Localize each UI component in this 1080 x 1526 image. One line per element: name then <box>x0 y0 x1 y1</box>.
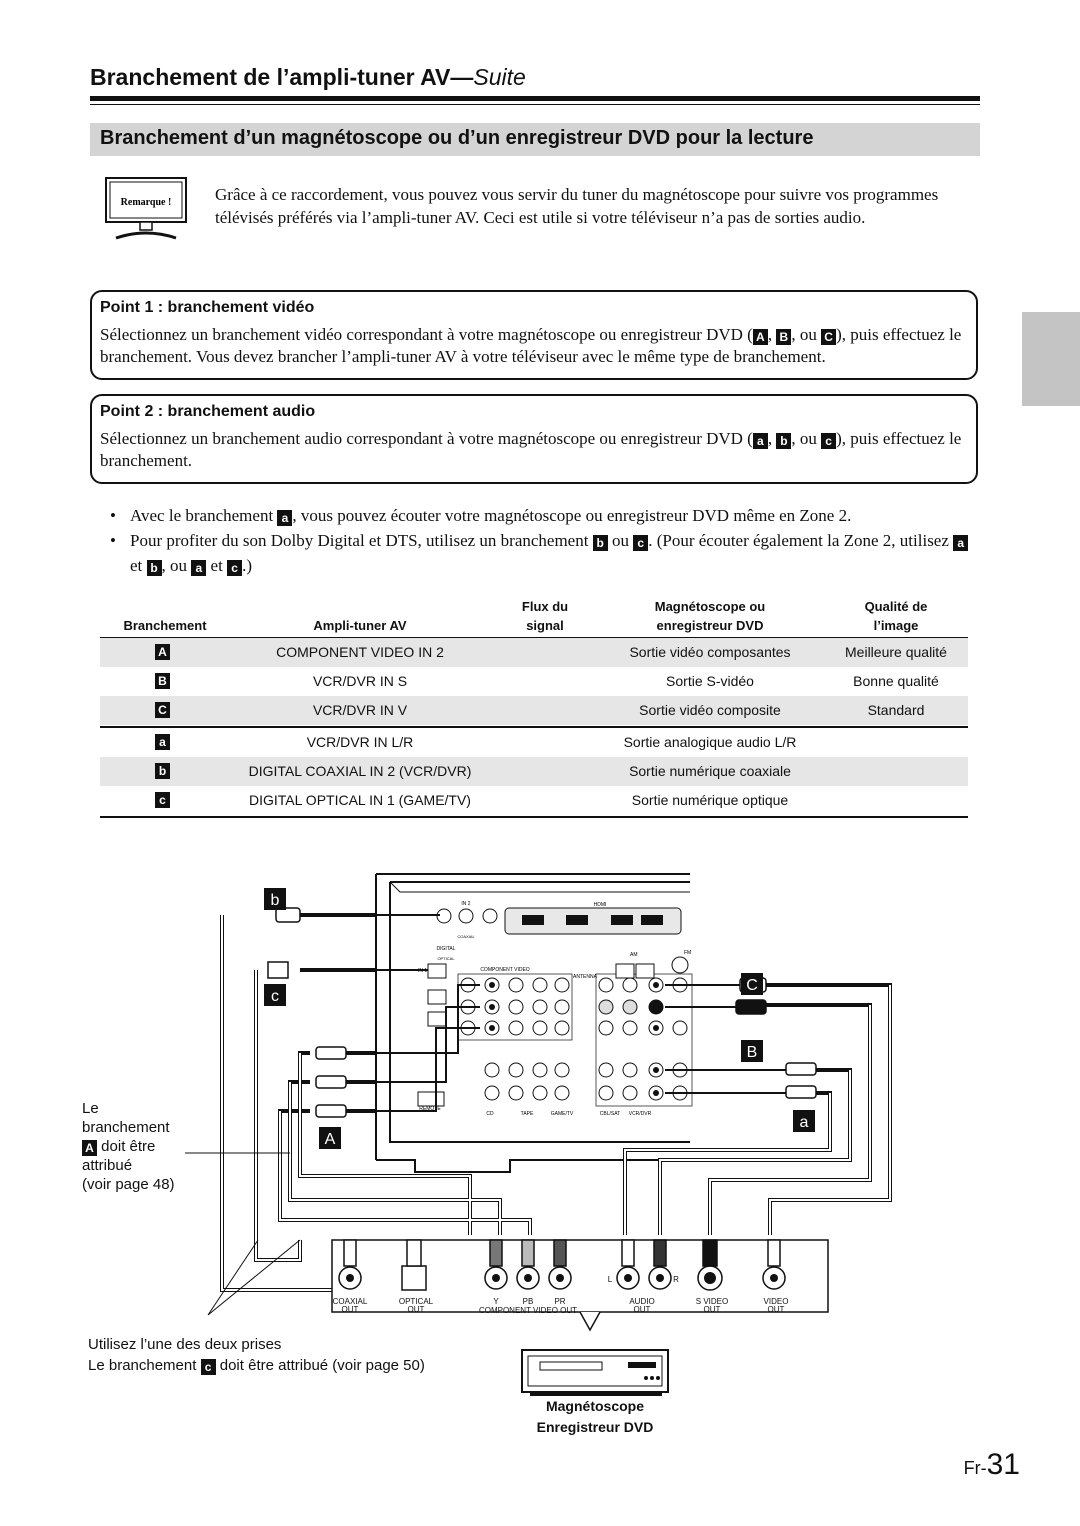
svg-text:PR: PR <box>554 1297 566 1306</box>
point2-title: Point 2 : branchement audio <box>100 403 316 420</box>
col-header-branchement: Branchement <box>123 618 207 633</box>
svg-text:Remarque !: Remarque ! <box>120 197 172 208</box>
svg-text:AM: AM <box>630 952 638 958</box>
note-text: Grâce à ce raccordement, vous pouvez vous servir du tuner du magnétoscope pour suivre vos programmes télévisés préférés via l’ampli-tuner AV. Ceci est utile si votre téléviseur n’a pas de sorties audio. <box>215 185 939 227</box>
table-row: c DIGITAL OPTICAL IN 1 (GAME/TV) Sortie numérique optique <box>100 786 968 815</box>
table-row: C VCR/DVR IN V Sortie vidéo composite Standard <box>100 696 968 725</box>
table-row: A COMPONENT VIDEO IN 2 Sortie vidéo composantes Meilleure qualité <box>100 638 968 667</box>
col-header-qualite1: Qualité de <box>864 599 928 614</box>
table-row: B VCR/DVR IN S Sortie S-vidéo Bonne qualité <box>100 667 968 696</box>
svg-text:ANTENNA: ANTENNA <box>573 974 597 980</box>
page-title: Branchement de l’ampli-tuner AV—Suite <box>90 64 526 90</box>
cable-ends-right <box>665 985 790 1093</box>
svg-text:S VIDEO: S VIDEO <box>695 1297 729 1306</box>
point1-box <box>90 290 978 380</box>
svg-text:C: C <box>746 977 758 994</box>
point1-title: Point 1 : branchement vidéo <box>100 299 315 316</box>
vcr-rear-panel <box>332 1240 828 1330</box>
svg-text:L: L <box>607 1275 613 1284</box>
col-header-qualite2: l’image <box>873 618 919 633</box>
svg-text:COMPONENT VIDEO: COMPONENT VIDEO <box>480 967 530 973</box>
note-component-assignment: Le branchement A doit être attribué (voir page 48) <box>82 1100 175 1193</box>
svg-text:COAXIAL: COAXIAL <box>332 1297 368 1306</box>
svg-text:c: c <box>271 988 279 1005</box>
svg-text:OPTICAL: OPTICAL <box>398 1297 434 1306</box>
table-rule-bottom <box>100 816 968 818</box>
chapter-tab-marker <box>1022 312 1080 406</box>
note-optical-assignment: Le branchement c doit être attribué (voir page 50) <box>88 1357 425 1374</box>
svg-text:OUT: OUT <box>703 1305 721 1314</box>
vcr-device-icon <box>522 1350 668 1396</box>
device-caption: Magnétoscope Enregistreur DVD <box>536 1398 654 1435</box>
svg-text:PB: PB <box>522 1297 534 1306</box>
svg-text:COAXIAL: COAXIAL <box>457 934 475 939</box>
svg-text:R: R <box>673 1275 679 1284</box>
svg-text:GAME/TV: GAME/TV <box>550 1111 574 1117</box>
svg-text:TAPE: TAPE <box>520 1111 534 1117</box>
svg-text:OUT: OUT <box>633 1305 651 1314</box>
svg-text:VCR/DVR: VCR/DVR <box>628 1111 652 1117</box>
bullet-item: • Pour profiter du son Dolby Digital et DTS, utilisez un branchement b ou c . (Pour écouter également la Zone 2, utilisez a et b , ou a et c .) <box>110 528 970 578</box>
table-row: b DIGITAL COAXIAL IN 2 (VCR/DVR) Sortie numérique coaxiale <box>100 757 968 786</box>
col-header-flux2: signal <box>526 618 564 633</box>
bullet-list <box>110 503 970 578</box>
svg-text:OUT: OUT <box>407 1305 425 1314</box>
svg-text:b: b <box>270 892 280 909</box>
col-header-ampli: Ampli-tuner AV <box>313 618 407 633</box>
point1-text: Sélectionnez un branchement vidéo correspondant à votre magnétoscope ou enregistreur DVD ( A , B , ou C ), puis effectuez le branchement. Vous devez brancher l’ampli-tuner AV à votre téléviseur avec le même type de branchement. <box>100 325 962 366</box>
svg-text:OUT: OUT <box>767 1305 785 1314</box>
svg-text:AUDIO: AUDIO <box>629 1297 655 1306</box>
bullet-item: • Avec le branchement a , vous pouvez écouter votre magnétoscope ou enregistreur DVD même en Zone 2. <box>110 503 970 528</box>
col-header-magneto1: Magnétoscope ou <box>654 599 766 614</box>
receiver-top-edge <box>390 882 690 892</box>
svg-text:FM: FM <box>684 950 692 956</box>
svg-text:HDMI: HDMI <box>593 902 607 908</box>
receiver-rear-panel <box>418 901 692 1117</box>
svg-text:IN 1: IN 1 <box>418 968 428 974</box>
svg-text:VIDEO: VIDEO <box>763 1297 789 1306</box>
header-rule-thick <box>90 96 980 101</box>
svg-text:Y: Y <box>493 1297 499 1306</box>
remarque-icon <box>104 176 190 242</box>
point2-box <box>90 394 978 484</box>
svg-text:B: B <box>746 1044 758 1061</box>
svg-text:A: A <box>324 1131 336 1148</box>
point2-text: Sélectionnez un branchement audio correspondant à votre magnétoscope ou enregistreur DVD ( a , b , ou c ), puis effectuez le branchement. <box>100 429 962 470</box>
table-row: a VCR/DVR IN L/R Sortie analogique audio L/R <box>100 728 968 757</box>
cables-component <box>345 1053 376 1111</box>
svg-text:a: a <box>799 1114 809 1131</box>
svg-text:COMPONENT VIDEO OUT: COMPONENT VIDEO OUT <box>478 1306 578 1315</box>
svg-text:OUT: OUT <box>341 1305 359 1314</box>
svg-text:OPTICAL: OPTICAL <box>437 956 455 961</box>
section-heading: Branchement d’un magnétoscope ou d’un enregistreur DVD pour la lecture <box>90 123 980 156</box>
svg-text:CD: CD <box>486 1111 494 1117</box>
col-header-flux1: Flux du <box>521 599 569 614</box>
note-use-one-jack: Utilisez l’une des deux prises <box>88 1336 282 1353</box>
svg-text:IN 2: IN 2 <box>461 901 471 907</box>
svg-text:DIGITAL: DIGITAL <box>436 946 456 952</box>
col-header-magneto2: enregistreur DVD <box>656 618 764 633</box>
svg-text:CBL/SAT: CBL/SAT <box>599 1111 621 1117</box>
header-rule-thin <box>90 104 980 105</box>
svg-text:REMOTE: REMOTE <box>419 1106 441 1112</box>
page-number: Fr-31 <box>963 1448 1020 1481</box>
